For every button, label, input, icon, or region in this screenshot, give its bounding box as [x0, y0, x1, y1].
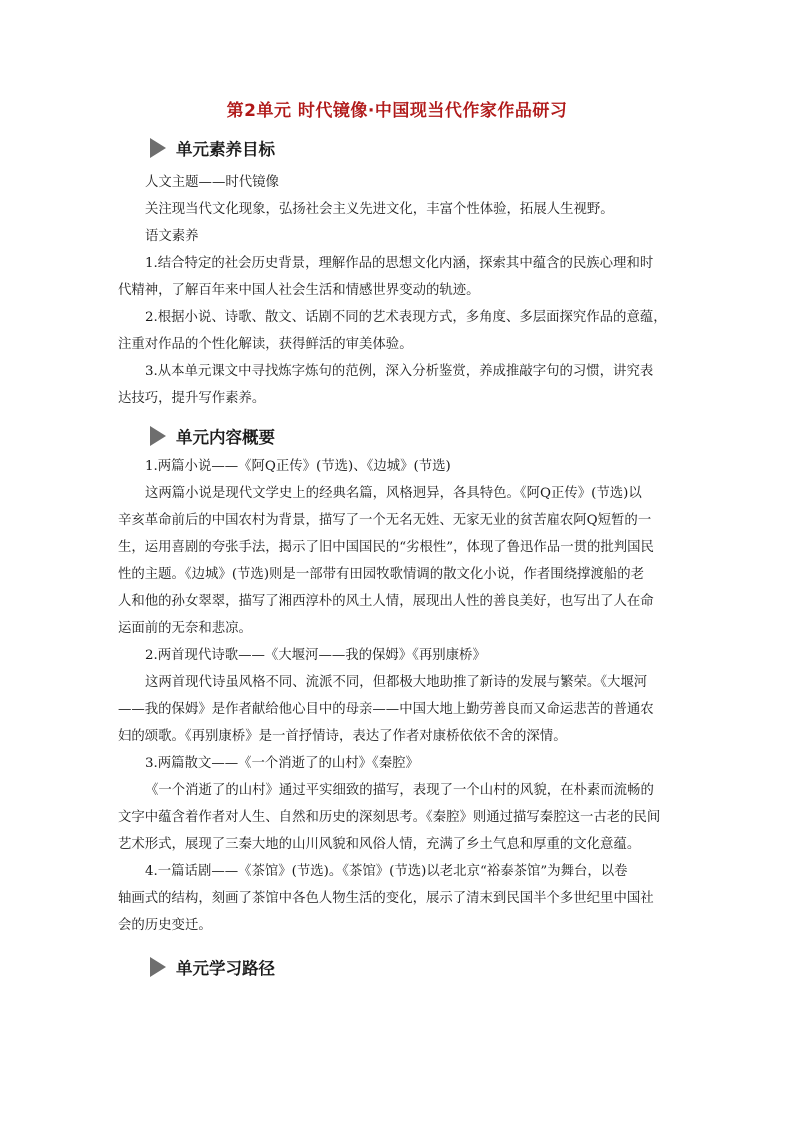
section-heading-path	[150, 956, 275, 978]
page-title: 第2单元 时代镜像·中国现当代作家作品研习	[226, 101, 568, 121]
text-line: 达技巧，提升写作素养。	[118, 391, 266, 406]
text-line: 辛亥革命前后的中国农村为背景，描写了一个无名无姓、无家无业的贫苦雇农阿Q短暂的一	[118, 513, 652, 528]
text-line: 《一个消逝了的山村》通过平实细致的描写，表现了一个山村的风貌，在朴素而流畅的	[145, 783, 654, 798]
text-line: 人文主题——时代镜像	[145, 175, 279, 190]
text-line: 运面前的无奈和悲凉。	[118, 621, 252, 636]
triangle-bullet-icon	[150, 957, 166, 977]
text-line: 3.两篇散文——《一个消逝了的山村》《秦腔》	[145, 756, 419, 771]
text-line: 语文素养	[145, 229, 199, 244]
text-line: 4.一篇话剧——《茶馆》(节选)。《茶馆》(节选)以老北京“裕泰茶馆”为舞台，以卷	[145, 864, 628, 879]
text-line: 生，运用喜剧的夸张手法，揭示了旧中国国民的“劣根性”，体现了鲁迅作品一贯的批判国民	[118, 540, 654, 555]
text-line: 注重对作品的个性化解读，获得鲜活的审美体验。	[118, 337, 413, 352]
text-line: 1.结合特定的社会历史背景，理解作品的思想文化内涵，探索其中蕴含的民族心理和时	[145, 256, 654, 271]
section-heading-goals	[150, 137, 275, 159]
text-line: 艺术形式，展现了三秦大地的山川风貌和风俗人情，充满了乡土气息和厚重的文化意蕴。	[118, 837, 641, 852]
text-line: 关注现当代文化现象，弘扬社会主义先进文化，丰富个性体验，拓展人生视野。	[145, 202, 614, 217]
section-heading-label: 单元素养目标	[176, 140, 275, 159]
triangle-bullet-icon	[150, 426, 166, 446]
text-line: 会的历史变迁。	[118, 918, 212, 933]
text-line: 轴画式的结构，刻画了茶馆中各色人物生活的变化，展示了清末到民国半个多世纪里中国社	[118, 891, 654, 906]
section-heading-label: 单元学习路径	[176, 959, 275, 978]
triangle-bullet-icon	[150, 138, 166, 158]
text-line: 1.两篇小说——《阿Q正传》(节选)、《边城》(节选)	[145, 459, 451, 474]
section-heading-content	[150, 425, 275, 447]
text-line: 人和他的孙女翠翠，描写了湘西淳朴的风土人情，展现出人性的善良美好，也写出了人在命	[118, 594, 654, 609]
section-heading-label: 单元内容概要	[176, 428, 275, 447]
text-line: 这两首现代诗虽风格不同、流派不同，但都极大地助推了新诗的发展与繁荣。《大堰河	[145, 675, 648, 690]
text-line: ——我的保姆》是作者献给他心目中的母亲——中国大地上勤劳善良而又命运悲苦的普通农	[118, 702, 654, 717]
text-line: 2.两首现代诗歌——《大堰河——我的保姆》《再别康桥》	[145, 648, 486, 663]
text-line: 3.从本单元课文中寻找炼字炼句的范例，深入分析鉴赏，养成推敲字句的习惯，讲究表	[145, 364, 654, 379]
text-line: 文字中蕴含着作者对人生、自然和历史的深刻思考。《秦腔》则通过描写秦腔这一古老的民间	[118, 810, 661, 825]
text-line: 性的主题。《边城》(节选)则是一部带有田园牧歌情调的散文化小说，作者围绕撑渡船的老	[118, 567, 644, 582]
text-line: 2.根据小说、诗歌、散文、话剧不同的艺术表现方式，多角度、多层面探究作品的意蕴，	[145, 310, 667, 325]
text-line: 妇的颂歌。《再别康桥》是一首抒情诗，表达了作者对康桥依依不舍的深情。	[118, 729, 567, 744]
text-line: 代精神，了解百年来中国人社会生活和情感世界变动的轨迹。	[118, 283, 480, 298]
text-line: 这两篇小说是现代文学史上的经典名篇，风格迥异，各具特色。《阿Q正传》(节选)以	[145, 486, 642, 501]
